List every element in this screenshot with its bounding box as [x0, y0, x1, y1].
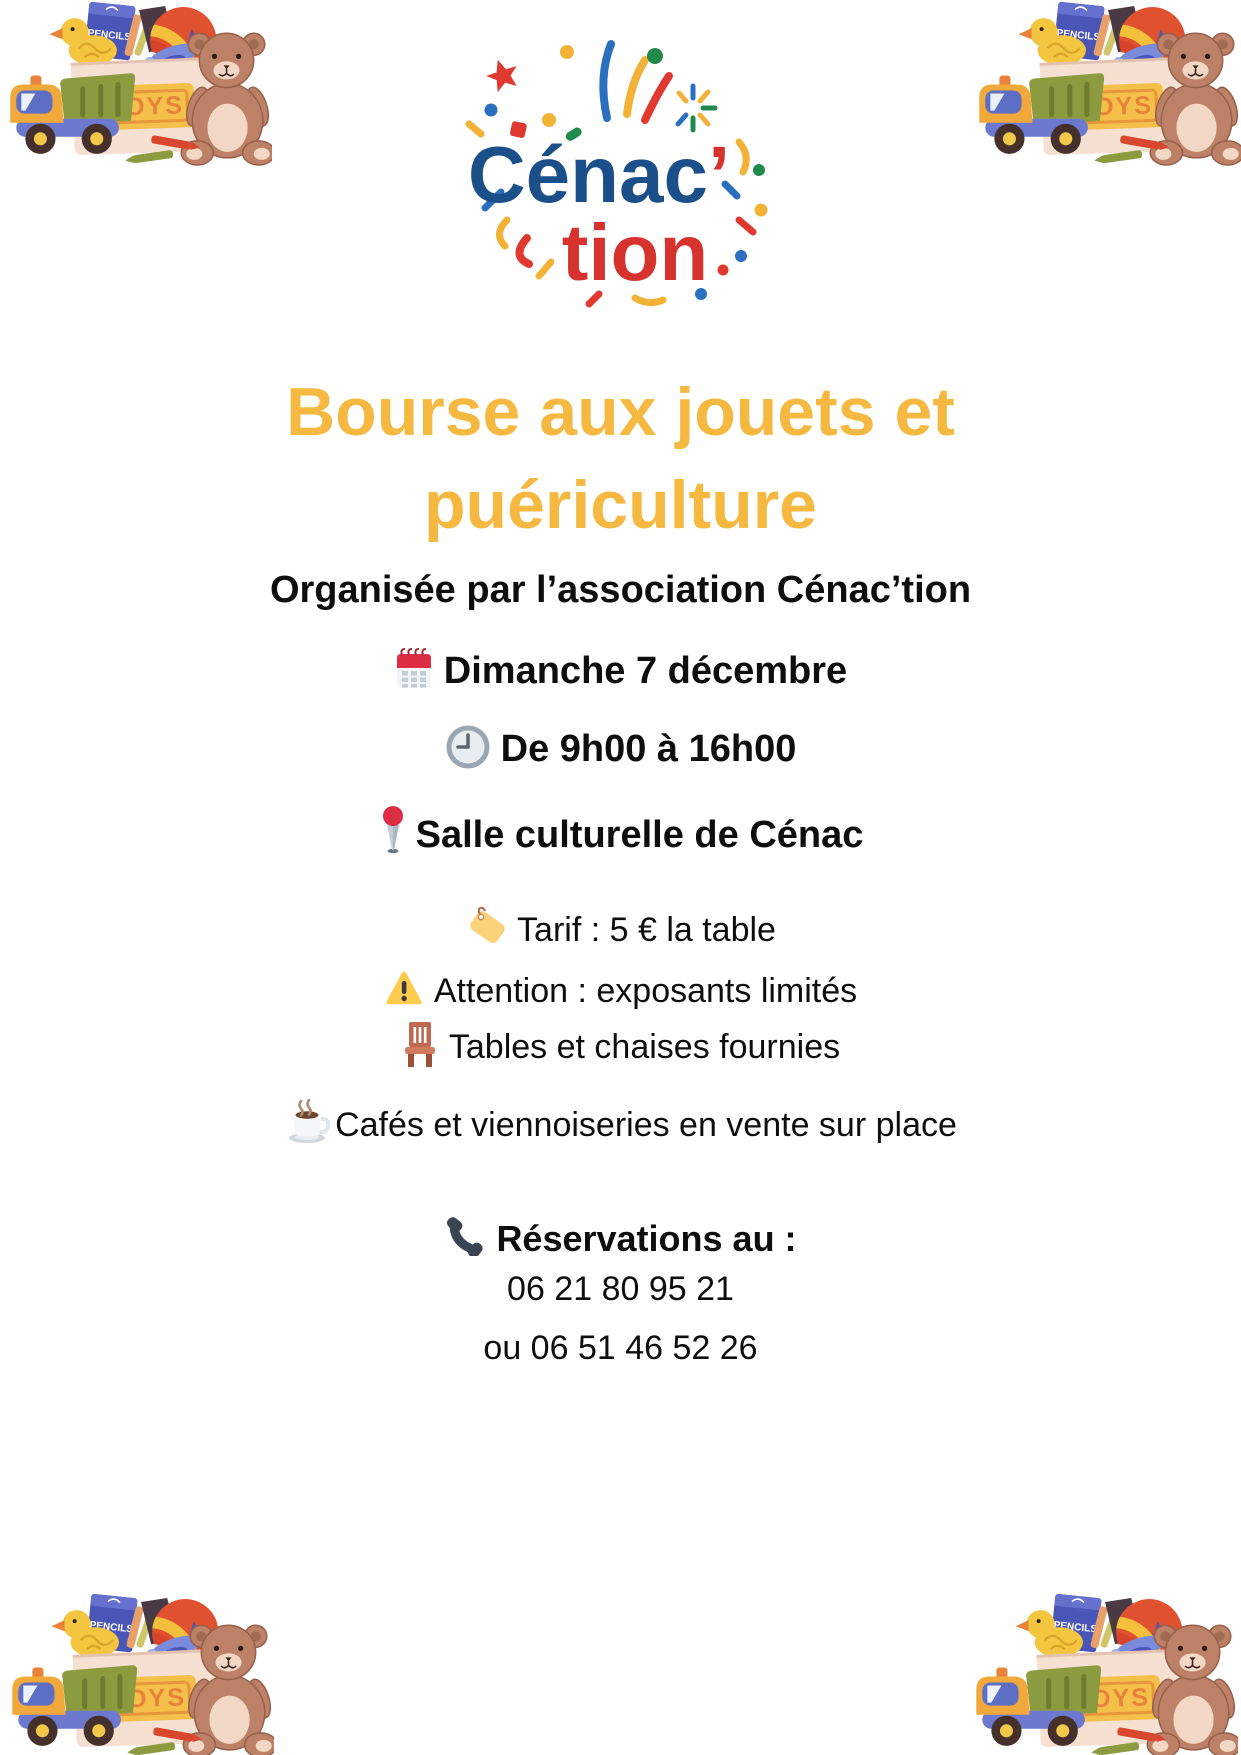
- warning-icon: [384, 970, 424, 1007]
- phone1-text: 06 21 80 95 21: [507, 1269, 734, 1308]
- location-text: Salle culturelle de Cénac: [415, 813, 864, 856]
- organizer-line: [0, 568, 1241, 612]
- chair-icon: [401, 1020, 439, 1068]
- reservation-label: Réservations au :: [496, 1218, 797, 1260]
- corner-toys-top-right: [969, 0, 1241, 171]
- price-line: [0, 908, 1241, 952]
- time-text: De 9h00 à 16h00: [500, 727, 797, 770]
- corner-toys-top-left: [0, 0, 272, 171]
- warning-line: [0, 970, 1241, 1011]
- corner-toys-bottom-right: [966, 1592, 1238, 1755]
- spiral-calendar-icon: [394, 646, 434, 690]
- title-line1: Bourse aux jouets et: [286, 374, 955, 450]
- corner-toys-bottom-left: [2, 1592, 274, 1755]
- phone1-line: [0, 1268, 1241, 1309]
- date-text: Dimanche 7 décembre: [443, 650, 848, 693]
- phone2-line: [0, 1327, 1241, 1368]
- telephone-receiver-icon: [444, 1216, 484, 1256]
- time-line: [0, 726, 1241, 772]
- page-title: [0, 366, 1241, 552]
- title-line2: puériculture: [424, 467, 817, 543]
- round-pushpin-icon: [378, 805, 408, 855]
- refreshments-text: Cafés et viennoiseries en vente sur place: [335, 1106, 957, 1144]
- clock-icon: [445, 724, 491, 770]
- price-text: Tarif : 5 € la table: [517, 910, 776, 949]
- location-line: [0, 810, 1241, 860]
- organizer-text: Organisée par l’association Cénac’tion: [269, 569, 972, 612]
- reservation-line: [0, 1216, 1241, 1260]
- date-line: [0, 649, 1241, 694]
- furniture-line: [0, 1023, 1241, 1071]
- refreshments-line: [0, 1102, 1241, 1149]
- logo-line1: Cénac’: [467, 130, 730, 219]
- coffee-icon: [284, 1098, 332, 1145]
- phone2-text: ou 06 51 46 52 26: [483, 1328, 758, 1367]
- furniture-text: Tables et chaises fournies: [448, 1027, 841, 1066]
- warning-text: Attention : exposants limités: [433, 971, 858, 1010]
- label-tag-icon: [465, 905, 509, 949]
- logo-line2: tion: [561, 208, 708, 297]
- cenaction-logo: [439, 22, 789, 317]
